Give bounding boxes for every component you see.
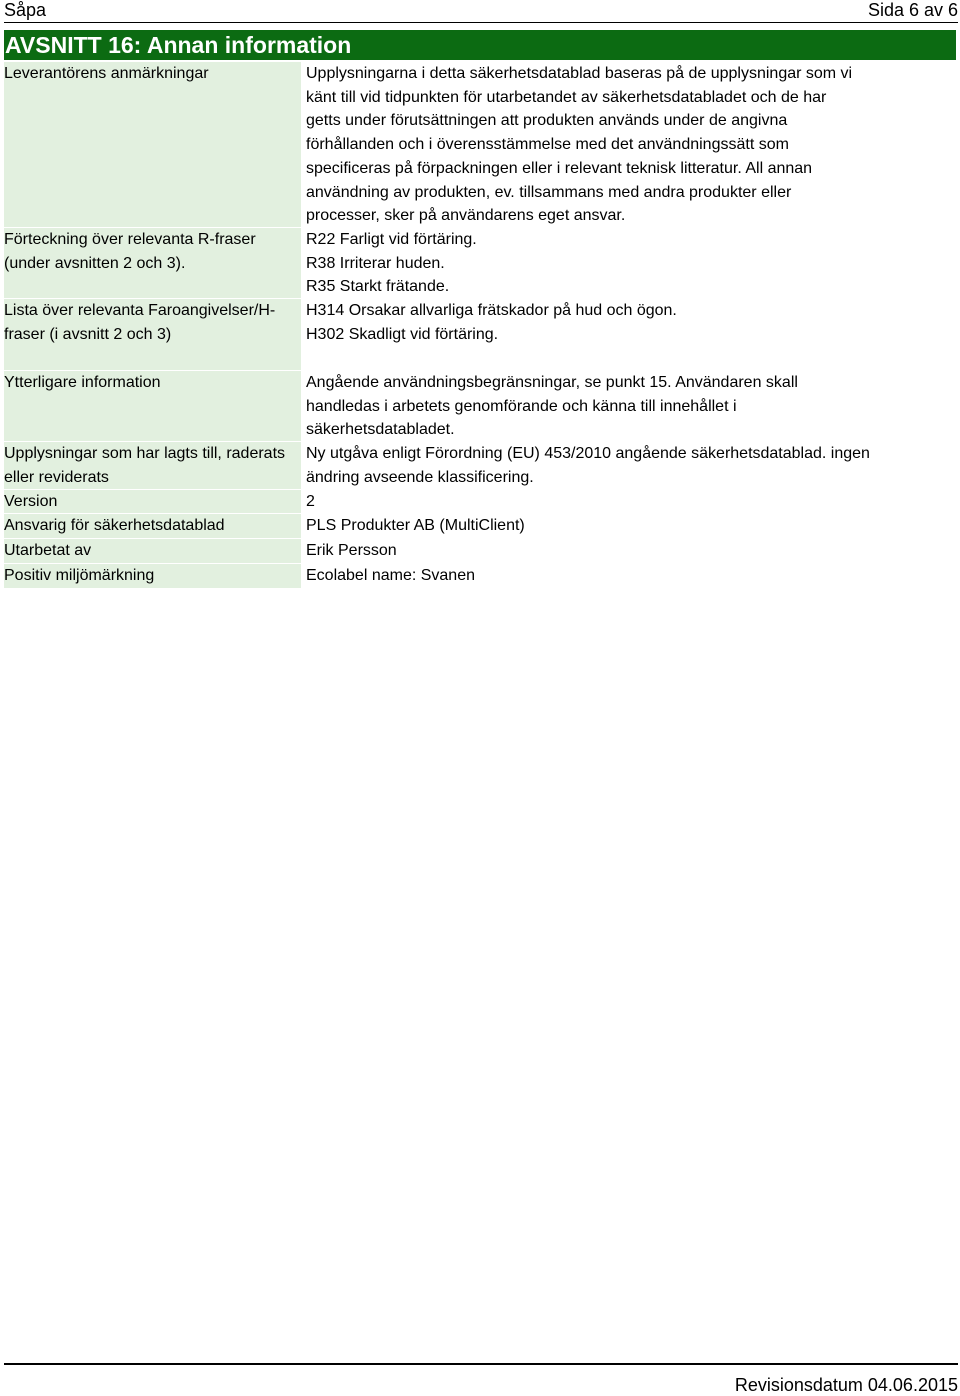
value-line: säkerhetsdatabladet.: [306, 421, 455, 439]
value-line: förhållanden och i överensstämmelse med det användningssätt som: [306, 136, 789, 154]
table-row: [0, 442, 960, 490]
row-label: Upplysningar som har lagts till, raderats eller reviderats: [4, 442, 301, 489]
section-title: AVSNITT 16: Annan information: [4, 30, 956, 60]
page-footer: [4, 1363, 958, 1395]
row-label: Leverantörens anmärkningar: [4, 62, 301, 227]
value-line: R35 Starkt frätande.: [306, 278, 450, 296]
row-label: Förteckning över relevanta R-fraser (under avsnitten 2 och 3).: [4, 228, 301, 298]
row-label: Positiv miljömärkning: [4, 564, 301, 588]
value-line: användning av produkten, ev. tillsammans med andra produkter eller: [306, 183, 792, 201]
value-line: Upplysningarna i detta säkerhetsdatablad baseras på de upplysningar som vi: [306, 65, 853, 82]
value-line: H302 Skadligt vid förtäring.: [306, 325, 499, 343]
value-line: känt till vid tidpunkten för utarbetandet av säkerhetsdatabladet och de har: [306, 88, 827, 106]
value-line: H314 Orsakar allvarliga frätskador på hud och ögon.: [306, 302, 677, 319]
value-line: Ecolabel name: Svanen: [306, 567, 475, 584]
page-header: [4, 0, 958, 23]
value-line: Angående användningsbegränsningar, se punkt 15. Användaren skall: [306, 374, 798, 391]
row-value: [306, 371, 946, 442]
value-line: ändring avseende klassificering.: [306, 468, 534, 486]
value-line: processer, sker på användarens eget ansvar.: [306, 207, 626, 225]
document-name: Såpa: [4, 0, 47, 20]
value-line: getts under förutsättningen att produkten används under de angivna: [306, 112, 788, 130]
row-value: [306, 514, 946, 539]
row-value: [306, 539, 946, 564]
page-number: Sida 6 av 6: [867, 0, 958, 20]
table-row: [0, 228, 960, 299]
table-row: [0, 539, 960, 564]
value-line: Erik Persson: [306, 542, 397, 559]
row-value: [306, 62, 946, 228]
row-value: [306, 228, 946, 299]
row-value: [306, 490, 946, 514]
row-label: Version: [4, 490, 301, 513]
table-row: [0, 490, 960, 514]
value-line: R38 Irriterar huden.: [306, 254, 445, 272]
row-value: [306, 299, 946, 371]
row-label: Utarbetat av: [4, 539, 301, 563]
table-row: [0, 564, 960, 589]
table-row: [0, 514, 960, 539]
row-value: [306, 442, 946, 490]
value-line: R22 Farligt vid förtäring.: [306, 231, 477, 248]
value-line: handledas i arbetets genomförande och känna till innehållet i: [306, 397, 737, 415]
revision-date: Revisionsdatum 04.06.2015: [734, 1375, 958, 1395]
table-row: [0, 62, 960, 228]
row-label: Ytterligare information: [4, 371, 301, 441]
value-line: specificeras på förpackningen eller i relevant teknisk litteratur. All annan: [306, 159, 813, 177]
value-line: PLS Produkter AB (MultiClient): [306, 517, 525, 534]
row-label: Ansvarig för säkerhetsdatablad: [4, 514, 301, 538]
value-line: 2: [306, 493, 315, 510]
table-row: [0, 299, 960, 371]
row-label: Lista över relevanta Faroangivelser/H-fraser (i avsnitt 2 och 3): [4, 299, 301, 370]
info-table: [0, 62, 960, 589]
row-value: [306, 564, 946, 589]
table-row: [0, 371, 960, 442]
value-line: Ny utgåva enligt Förordning (EU) 453/2010 angående säkerhetsdatablad. ingen: [306, 445, 870, 462]
